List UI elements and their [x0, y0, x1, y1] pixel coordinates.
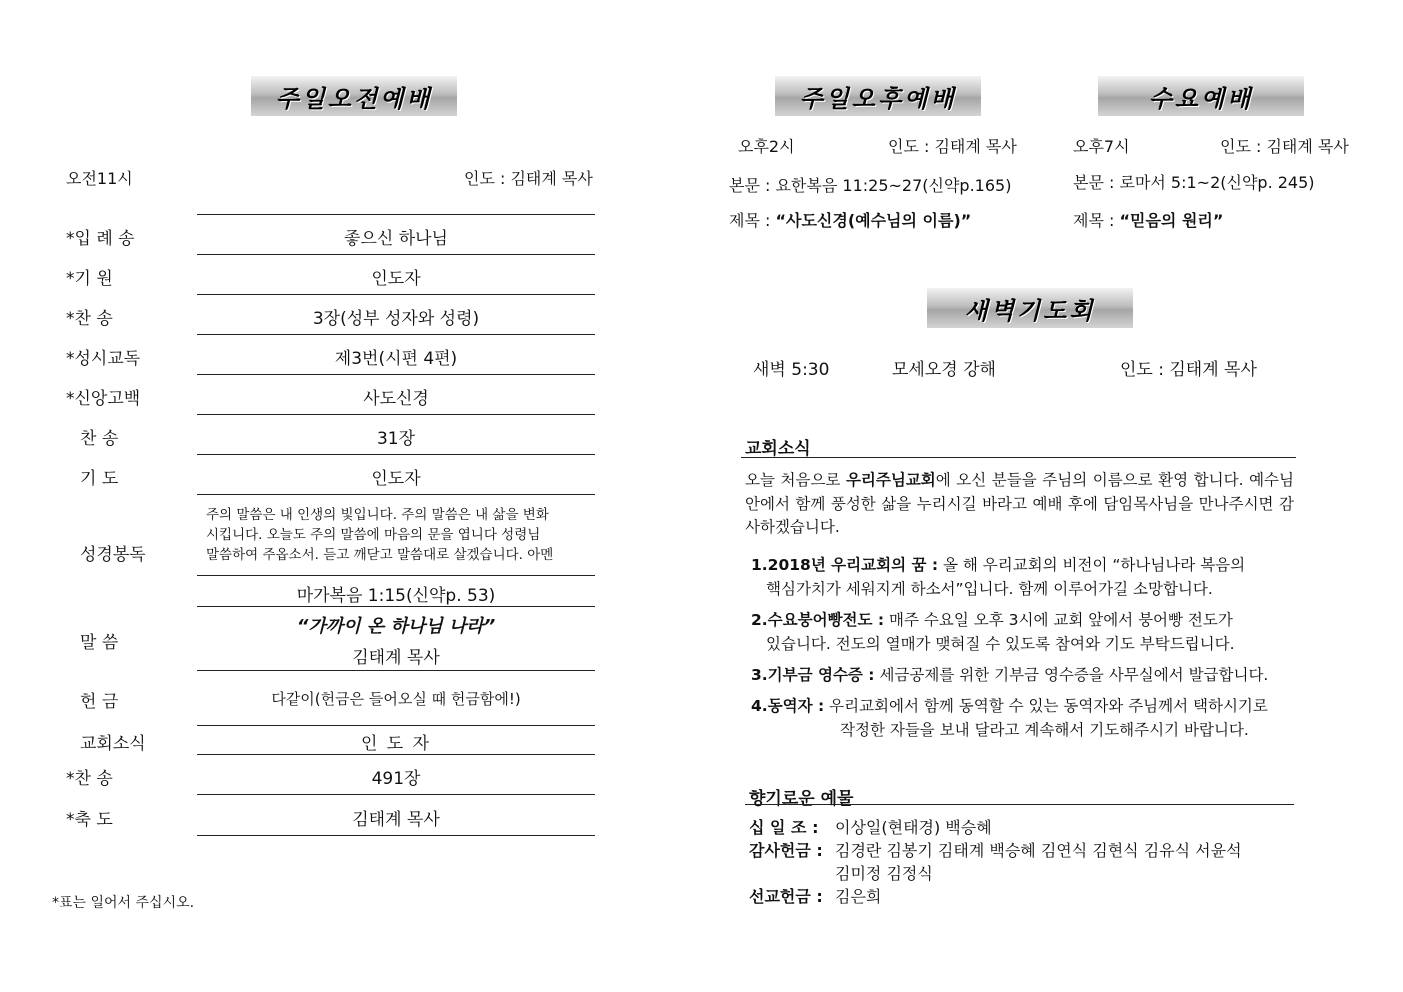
offerings-heading: 향기로운 예물	[749, 789, 854, 809]
order-line	[197, 454, 595, 455]
sermon-title: “가까이 온 하나님 나라”	[296, 616, 496, 637]
morning-time: 오전11시	[66, 169, 133, 188]
order-line	[197, 754, 595, 755]
order-content-news: 인 도 자	[360, 734, 432, 754]
wednesday-service-title: 수요예배	[1148, 84, 1254, 113]
news-item-2-line2: 있습니다. 전도의 열매가 맺혀질 수 있도록 참여와 기도 부탁드립니다.	[766, 635, 1235, 653]
dawn-prayer-banner	[927, 288, 1133, 328]
news-item-4-line1: 우리교회에서 함께 동역할 수 있는 동역자와 주님께서 택하시기로	[824, 697, 1268, 715]
order-line	[197, 835, 595, 836]
scripture-prayer-text	[206, 505, 586, 565]
news-item-3-title: 3.기부금 영수증 :	[751, 666, 875, 684]
afternoon-time: 오후2시	[738, 137, 795, 156]
order-line	[197, 414, 595, 415]
offerings-heading-rule	[745, 804, 1294, 805]
order-label-creed: *신앙고백	[66, 389, 141, 409]
order-content-entrance: 좋으신 하나님	[344, 229, 448, 249]
order-label-scripture: 성경봉독	[80, 545, 146, 565]
wednesday-leader: 인도 : 김태계 목사	[1220, 137, 1349, 156]
order-content-offering: 다같이(헌금은 들어오실 때 헌금함에!)	[271, 690, 521, 708]
wednesday-subject-line	[1073, 208, 1223, 231]
order-content-invocation: 인도자	[371, 269, 421, 289]
offering-row-tithe	[749, 815, 992, 838]
order-line	[197, 294, 595, 295]
sermon-preacher: 김태계 목사	[352, 648, 440, 668]
order-label-prayer: 기 도	[80, 469, 119, 489]
news-item-2-title: 2.수요붕어빵전도 :	[751, 611, 885, 629]
order-content-creed: 사도신경	[363, 389, 429, 409]
afternoon-subject-line	[729, 208, 971, 231]
order-line	[197, 794, 595, 795]
dawn-time: 새벽 5:30	[753, 360, 830, 380]
offering-names-thanks-cont: 김미정 김정식	[835, 864, 933, 883]
wednesday-service-banner	[1098, 76, 1304, 116]
morning-service-banner	[251, 76, 457, 116]
offering-label-tithe: 십 일 조 :	[749, 818, 819, 837]
order-content-hymn-1: 3장(성부 성자와 성령)	[312, 309, 480, 329]
news-item-1-line2: 핵심가치가 세워지게 하소서”입니다. 함께 이루어가길 소망합니다.	[766, 580, 1213, 598]
wednesday-time: 오후7시	[1073, 137, 1130, 156]
morning-leader: 인도 : 김태계 목사	[464, 169, 593, 188]
news-intro-post: 에 오신 분들을 주님의 이름으로 환영 합니다. 예수님 안에서 함께 풍성한 삶을 누리시길 바라고 예배 후에 담임목사님을 만나주시면 감사하겠습니다.	[745, 471, 1294, 536]
order-label-hymn-3: *찬 송	[66, 769, 113, 789]
news-item-3	[751, 663, 1296, 687]
afternoon-service-banner	[775, 76, 981, 116]
order-label-offering: 헌 금	[80, 692, 119, 712]
offering-names-mission: 김은희	[835, 887, 882, 906]
offering-row-mission	[749, 884, 881, 907]
order-label-hymn-2: 찬 송	[80, 429, 119, 449]
afternoon-leader: 인도 : 김태계 목사	[888, 137, 1017, 156]
offering-label-mission: 선교헌금 :	[749, 887, 823, 906]
dawn-topic: 모세오경 강해	[892, 360, 996, 380]
order-line	[197, 575, 595, 576]
order-label-sermon: 말 씀	[80, 633, 119, 653]
news-intro-pre: 오늘 처음으로	[745, 471, 846, 489]
order-line	[197, 725, 595, 726]
dawn-leader: 인도 : 김태계 목사	[1120, 360, 1257, 380]
news-item-1	[751, 553, 1296, 601]
scripture-reference: 마가복음 1:15(신약p. 53)	[296, 586, 496, 606]
afternoon-subject-label: 제목 :	[729, 211, 776, 230]
standing-footnote: *표는 일어서 주십시오.	[52, 895, 195, 911]
afternoon-subject: “사도신경(예수님의 이름)”	[775, 211, 972, 230]
order-content-prayer: 인도자	[371, 469, 421, 489]
scripture-prayer-line: 주의 말씀은 내 인생의 빛입니다. 주의 말씀은 내 삶을 변화	[206, 507, 549, 523]
news-intro	[745, 469, 1294, 540]
news-item-2-line1: 매주 수요일 오후 3시에 교회 앞에서 붕어빵 전도가	[884, 611, 1233, 629]
news-item-4-title: 4.동역자 :	[751, 697, 825, 715]
news-heading-rule	[741, 457, 1296, 458]
dawn-prayer-title: 새벽기도회	[964, 296, 1096, 325]
news-item-3-line1: 세금공제를 위한 기부금 영수증을 사무실에서 발급합니다.	[874, 666, 1269, 684]
news-item-4	[751, 694, 1296, 742]
order-content-responsive-reading: 제3번(시편 4편)	[334, 349, 458, 369]
news-item-4-line2: 작정한 자들을 보내 달라고 계속해서 기도해주시기 바랍니다.	[840, 721, 1249, 739]
afternoon-service-title: 주일오후예배	[799, 84, 957, 113]
order-label-news: 교회소식	[80, 734, 146, 754]
order-line	[197, 606, 595, 607]
order-content-hymn-2: 31장	[376, 429, 416, 449]
order-content-benediction: 김태계 목사	[352, 810, 440, 830]
offering-row-thanks	[749, 838, 1242, 861]
order-label-responsive-reading: *성시교독	[66, 349, 141, 369]
scripture-prayer-line: 말씀하여 주옵소서. 듣고 깨닫고 말씀대로 살겠습니다. 아멘	[206, 547, 554, 563]
afternoon-text: 본문 : 요한복음 11:25~27(신약p.165)	[729, 176, 1012, 195]
wednesday-subject: “믿음의 원리”	[1119, 211, 1224, 230]
order-line	[197, 334, 595, 335]
news-item-1-title: 1.2018년 우리교회의 꿈 :	[751, 556, 939, 574]
order-label-entrance: *입 례 송	[66, 229, 135, 249]
wednesday-text: 본문 : 로마서 5:1~2(신약p. 245)	[1073, 173, 1315, 192]
order-line	[197, 214, 595, 215]
order-line	[197, 254, 595, 255]
news-item-1-line1: 올 해 우리교회의 비전이 “하나님나라 복음의	[938, 556, 1246, 574]
news-item-2	[751, 608, 1296, 656]
order-content-hymn-3: 491장	[371, 769, 421, 789]
news-intro-church: 우리주님교회	[845, 471, 936, 489]
order-line	[197, 374, 595, 375]
order-line	[197, 670, 595, 671]
order-line	[197, 494, 595, 495]
news-heading: 교회소식	[745, 439, 811, 459]
order-label-invocation: *기 원	[66, 269, 113, 289]
morning-service-title: 주일오전예배	[275, 84, 433, 113]
offering-names-thanks: 김경란 김봉기 김태계 백승혜 김연식 김현식 김유식 서윤석	[835, 841, 1242, 860]
order-label-hymn-1: *찬 송	[66, 309, 113, 329]
offering-names-tithe: 이상일(현태경) 백승혜	[835, 818, 992, 837]
order-label-benediction: *축 도	[66, 810, 113, 830]
scripture-prayer-line: 시킵니다. 오늘도 주의 말씀에 마음의 문을 엽니다 성령님	[206, 527, 541, 543]
offering-label-thanks: 감사헌금 :	[749, 841, 823, 860]
wednesday-subject-label: 제목 :	[1073, 211, 1120, 230]
